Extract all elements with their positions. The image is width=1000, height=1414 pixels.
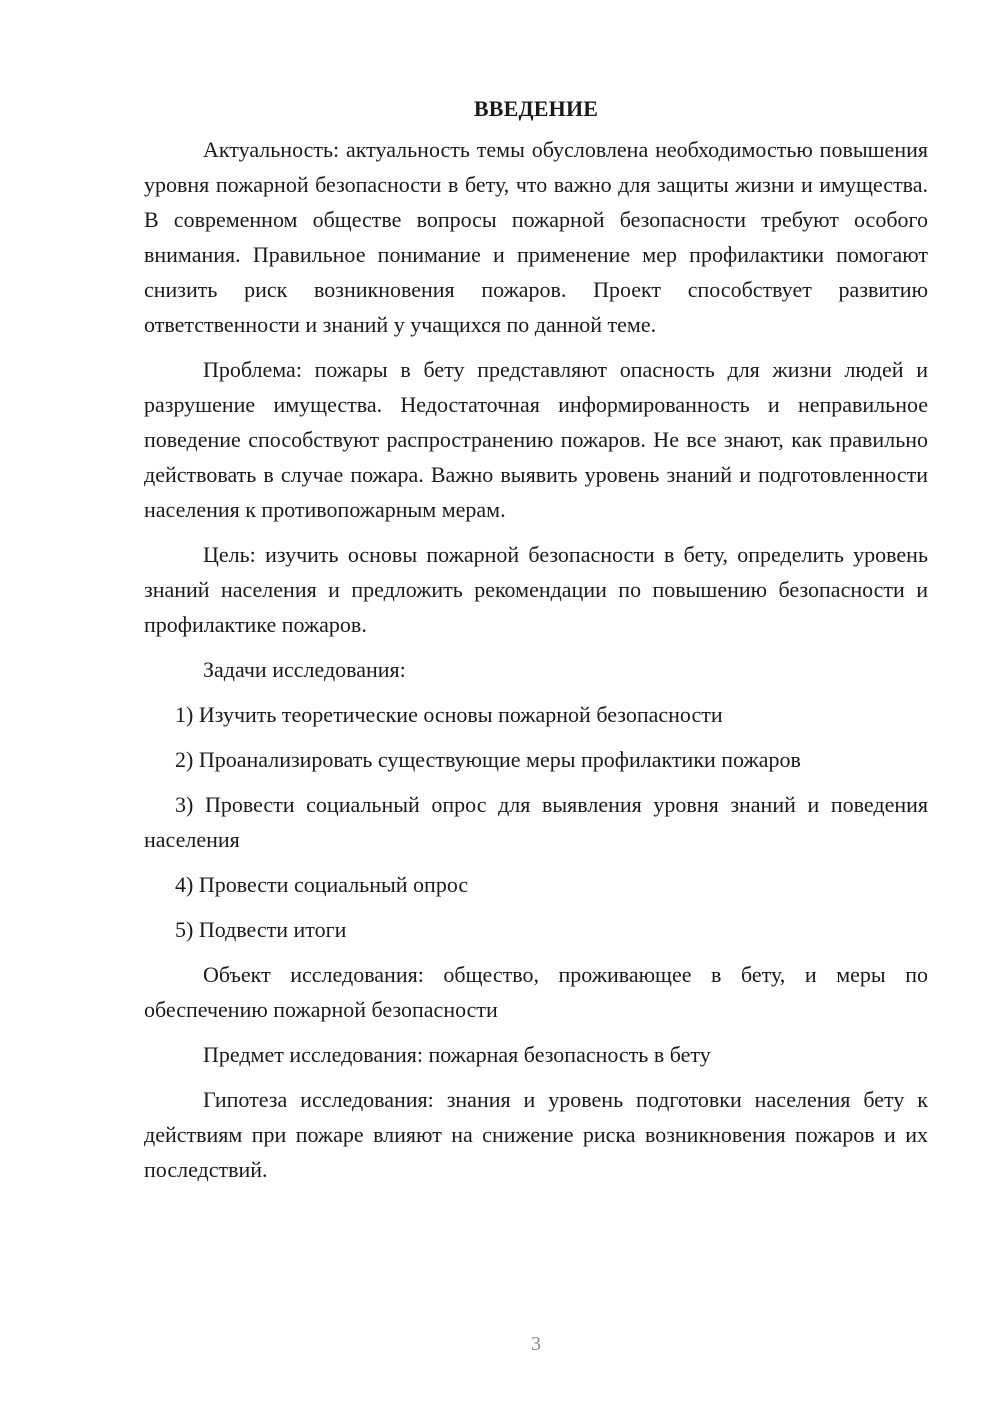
paragraph-goal: Цель: изучить основы пожарной безопасности в бету, определить уровень знаний населения и предложить рекомендации по повышению безопасности и профилактике пожаров. [144, 542, 928, 637]
tasks-heading: Задачи исследования: [203, 657, 406, 682]
paragraph-subject: Предмет исследования: пожарная безопасность в бету [203, 1042, 711, 1067]
paragraph-hypothesis: Гипотеза исследования: знания и уровень подготовки населения бету к действиям при пожаре влияют на снижение риска возникновения пожаров и их последствий. [144, 1087, 928, 1182]
paragraph-problem: Проблема: пожары в бету представляют опасность для жизни людей и разрушение имущества. Недостаточная информированность и неправильное поведение способствуют распространению пожаров. Не все знают, как правильно действовать в случае пожара. Важно выявить уровень знаний и подготовленности населения к противопожарным мерам. [144, 357, 928, 522]
page-title: ВВЕДЕНИЕ [473, 96, 599, 121]
paragraph-object: Объект исследования: общество, проживающее в бету, и меры по обеспечению пожарной безопасности [144, 962, 928, 1022]
task-item-2: 2) Проанализировать существующие меры профилактики пожаров [175, 747, 801, 772]
task-item-3: 3) Провести социальный опрос для выявления уровня знаний и поведения населения [144, 792, 928, 852]
paragraph-relevance: Актуальность: актуальность темы обусловлена необходимостью повышения уровня пожарной безопасности в бету, что важно для защиты жизни и имущества. В современном обществе вопросы пожарной безопасности требуют особого внимания. Правильное понимание и применение мер профилактики помогают снизить риск возникновения пожаров. Проект способствует развитию ответственности и знаний у учащихся по данной теме. [144, 137, 928, 337]
page-content [144, 92, 928, 1197]
task-item-1: 1) Изучить теоретические основы пожарной безопасности [175, 702, 723, 727]
task-item-4: 4) Провести социальный опрос [175, 872, 469, 897]
task-item-5: 5) Подвести итоги [175, 917, 347, 942]
page-number: 3 [531, 1333, 541, 1355]
